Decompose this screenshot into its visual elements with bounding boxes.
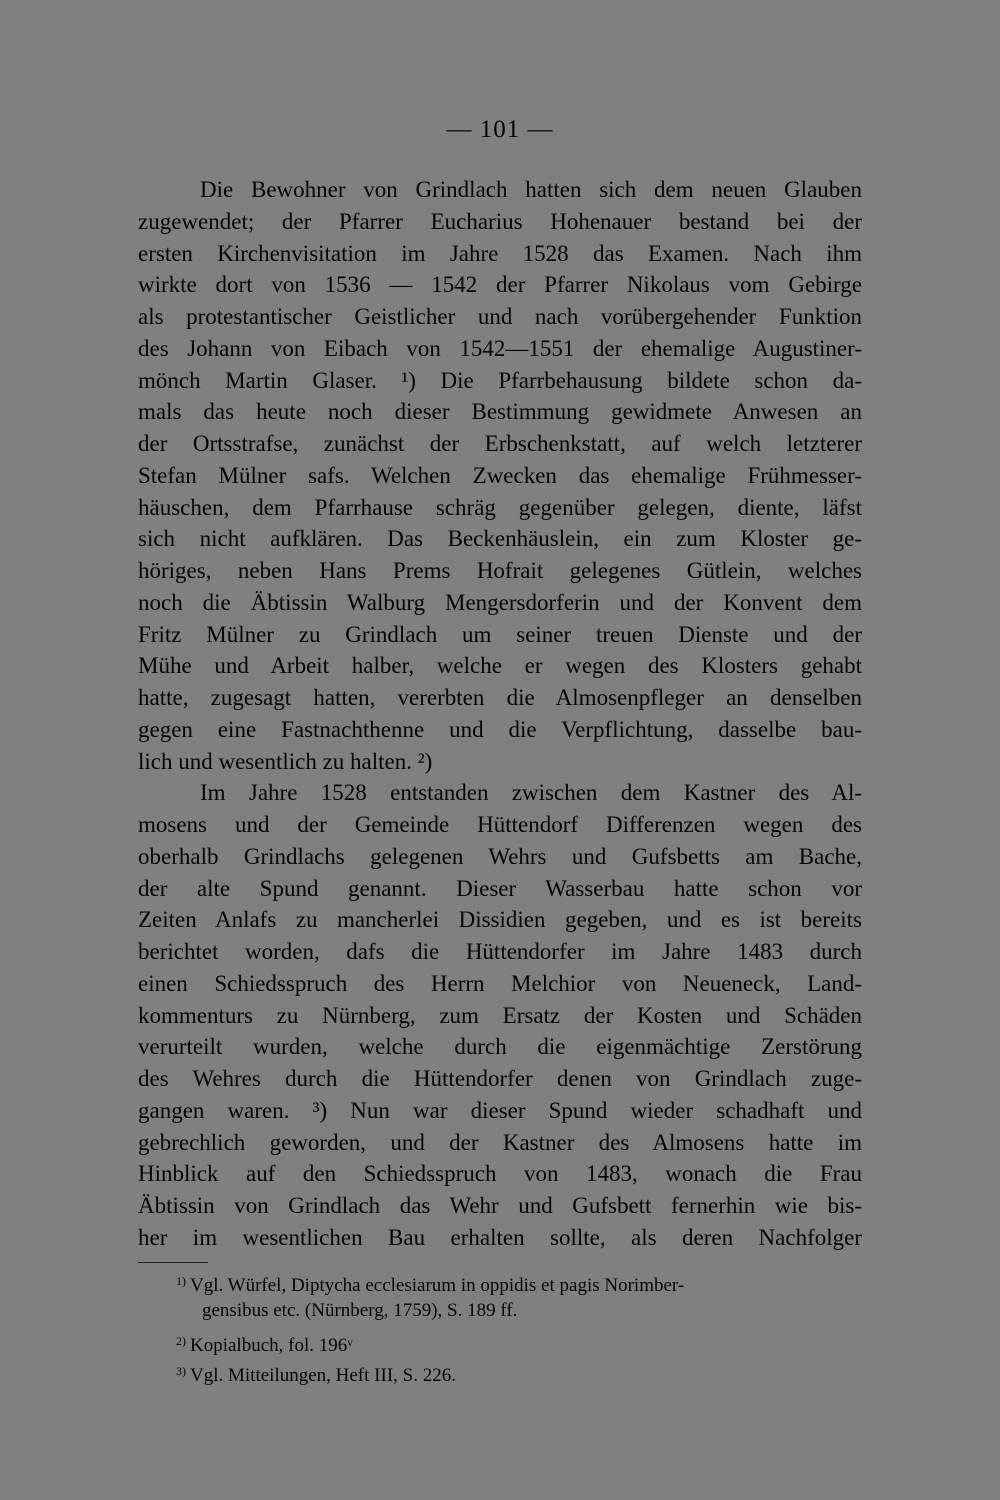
text-line: mals das heute noch dieser Bestimmung gewidmete Anwesen an: [138, 399, 862, 425]
text-line: Stefan Mülner safs. Welchen Zwecken das ehemalige Frühmesser-: [138, 462, 862, 488]
text-line: kommenturs zu Nürnberg, zum Ersatz der Kosten und Schäden: [138, 1002, 862, 1028]
text-line: mosens und der Gemeinde Hüttendorf Differenzen wegen des: [138, 812, 862, 837]
text-line: Die Bewohner von Grindlach hatten sich dem neuen Glauben: [200, 177, 862, 202]
text-line: oberhalb Grindlachs gelegenen Wehrs und Gufsbetts am Bache,: [138, 843, 862, 869]
footnote-2: [176, 1326, 862, 1356]
footnote-marker: 3): [176, 1364, 186, 1378]
text-line: Hinblick auf den Schiedsspruch von 1483, wonach die Frau: [138, 1161, 862, 1187]
text-line: lich und wesentlich zu halten. ²): [138, 748, 433, 774]
footnote-marker: 2): [176, 1334, 186, 1348]
text-line: Im Jahre 1528 entstanden zwischen dem Kastner des Al-: [200, 780, 862, 806]
footnote-text: Vgl. Würfel, Diptycha ecclesiarum in oppidis et pagis Norimber-: [190, 1275, 685, 1296]
text-line: der Ortsstrafse, zunächst der Erbschenkstatt, auf welch letzterer: [138, 431, 862, 456]
footnote-3: [176, 1356, 862, 1386]
text-line: wirkte dort von 1536 — 1542 der Pfarrer Nikolaus vom Gebirge: [138, 272, 862, 298]
text-line: gegen eine Fastnachthenne und die Verpflichtung, dasselbe bau-: [138, 716, 862, 742]
text-line: Fritz Mülner zu Grindlach um seiner treuen Dienste und der: [138, 621, 862, 647]
text-line: häuschen, dem Pfarrhause schräg gegenüber gelegen, diente, läfst: [138, 494, 862, 520]
page-number: — 101 —: [446, 116, 554, 143]
text-line: als protestantischer Geistlicher und nach vorübergehender Funktion: [138, 304, 862, 329]
text-line: mönch Martin Glaser. ¹) Die Pfarrbehausung bildete schon da-: [138, 367, 862, 393]
text-line: sich nicht aufklären. Das Beckenhäuslein, ein zum Kloster ge-: [138, 526, 862, 552]
text-line: Mühe und Arbeit halber, welche er wegen des Klosters gehabt: [138, 653, 862, 679]
text-line: des Johann von Eibach von 1542—1551 der ehemalige Augustiner-: [138, 335, 862, 361]
text-line: gebrechlich geworden, und der Kastner des Almosens hatte im: [138, 1129, 862, 1155]
text-line: hatte, zugesagt hatten, vererbten die Almosenpfleger an denselben: [138, 685, 862, 710]
text-line: her im wesentlichen Bau erhalten sollte, als deren Nachfolger: [138, 1224, 862, 1250]
text-line: verurteilt wurden, welche durch die eigenmächtige Zerstörung: [138, 1034, 862, 1060]
body-text: [138, 174, 862, 1254]
text-line: ersten Kirchenvisitation im Jahre 1528 das Examen. Nach ihm: [138, 240, 862, 266]
text-line: einen Schiedsspruch des Herrn Melchior von Neueneck, Land-: [138, 970, 862, 996]
footnote-divider: [138, 1262, 208, 1263]
footnote-marker: 1): [176, 1274, 186, 1288]
text-line: Äbtissin von Grindlach das Wehr und Gufsbett fernerhin wie bis-: [138, 1193, 862, 1218]
text-line: höriges, neben Hans Prems Hofrait gelegenes Gütlein, welches: [138, 558, 862, 583]
footnote-1-continuation: gensibus etc. (Nürnberg, 1759), S. 189 ff.: [202, 1300, 518, 1321]
text-line: Zeiten Anlafs zu mancherlei Dissidien gegeben, und es ist bereits: [138, 907, 862, 933]
text-line: noch die Äbtissin Walburg Mengersdorferin und der Konvent dem: [138, 589, 862, 615]
footnotes: [176, 1266, 862, 1386]
footnote-1: [176, 1266, 862, 1296]
text-line: zugewendet; der Pfarrer Eucharius Hohenauer bestand bei der: [138, 208, 862, 234]
text-line: der alte Spund genannt. Dieser Wasserbau hatte schon vor: [138, 875, 862, 901]
footnote-text: Kopialbuch, fol. 196ᵛ: [190, 1335, 353, 1356]
footnote-text: Vgl. Mitteilungen, Heft III, S. 226.: [190, 1365, 456, 1386]
text-line: des Wehres durch die Hüttendorfer denen von Grindlach zuge-: [138, 1066, 862, 1091]
text-line: berichtet worden, dafs die Hüttendorfer im Jahre 1483 durch: [138, 939, 862, 964]
text-line: gangen waren. ³) Nun war dieser Spund wieder schadhaft und: [138, 1097, 862, 1123]
